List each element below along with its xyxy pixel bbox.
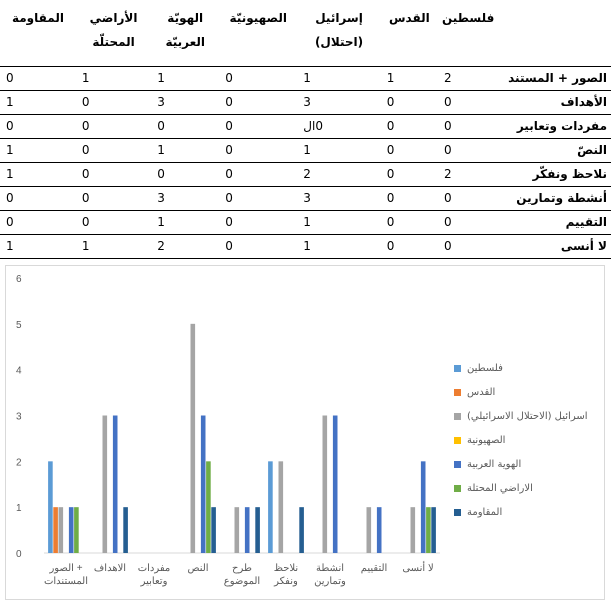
- table-cell: 0: [0, 187, 76, 211]
- bar: [103, 416, 108, 554]
- table-cell: 2: [438, 67, 498, 91]
- x-tick-label: [402, 561, 433, 574]
- bar: [279, 461, 284, 553]
- x-tick-label-line: نلاحظ: [273, 563, 299, 574]
- table-header-row: [0, 0, 611, 67]
- bar: [48, 461, 53, 553]
- legend-label: فلسطين: [467, 362, 503, 374]
- bar: [323, 416, 328, 554]
- table-cell: 0: [219, 211, 297, 235]
- table-cell: 0: [151, 163, 219, 187]
- legend-swatch: [454, 413, 461, 420]
- table-row: [0, 67, 611, 91]
- table-cell: 0: [76, 211, 151, 235]
- table-cell: 3: [151, 91, 219, 115]
- x-tick-label: [314, 563, 346, 587]
- x-tick-label-line: لا أنسى: [402, 563, 434, 574]
- table-cell: 0: [381, 163, 438, 187]
- table-row: [0, 91, 611, 115]
- table-row: [0, 115, 611, 139]
- table-cell: 0: [151, 115, 219, 139]
- bar: [333, 416, 338, 554]
- table-row: [0, 163, 611, 187]
- y-tick-label: 6: [16, 274, 22, 285]
- row-label: التقييم: [498, 211, 611, 235]
- legend-swatch: [454, 509, 461, 516]
- x-tick-label-line: الاهداف: [93, 563, 127, 574]
- x-tick-label: [44, 563, 88, 587]
- table-cell: 0: [438, 235, 498, 259]
- x-tick-label: [273, 563, 298, 587]
- table-cell: 0: [381, 235, 438, 259]
- table-cell: 0: [0, 115, 76, 139]
- table-cell: 2: [438, 163, 498, 187]
- column-header: الأراضي المحتلّة: [89, 11, 138, 49]
- bar: [377, 507, 382, 553]
- table-cell: 0: [438, 139, 498, 163]
- table-cell: 3: [297, 187, 380, 211]
- x-tick-label-line: انشطة: [315, 563, 345, 574]
- column-header: إسرائيل (احتلال): [314, 11, 364, 49]
- legend-label: المقاومة: [467, 506, 503, 518]
- bar: [426, 507, 431, 553]
- bar: [113, 416, 118, 554]
- table-cell: 0: [219, 67, 297, 91]
- table-cell: 0: [219, 187, 297, 211]
- legend-swatch: [454, 389, 461, 396]
- table-cell: 1: [76, 67, 151, 91]
- legend-item: [454, 356, 604, 380]
- table-row: [0, 211, 611, 235]
- column-header: المقاومة: [11, 11, 64, 25]
- y-tick-label: 5: [16, 319, 22, 331]
- x-tick-label: [138, 563, 171, 587]
- column-header: الصهيونيّة: [229, 11, 287, 25]
- table-cell: 1: [381, 67, 438, 91]
- legend-swatch: [454, 461, 461, 468]
- table-cell: 0: [219, 115, 297, 139]
- column-header: الهويّة العربيّة: [165, 11, 205, 49]
- table-cell: 0: [0, 67, 76, 91]
- table-cell: 0: [219, 139, 297, 163]
- bar: [411, 507, 416, 553]
- table-cell: 0: [438, 211, 498, 235]
- bar: [191, 324, 196, 553]
- table-cell: 0: [381, 211, 438, 235]
- column-header: القدس: [388, 11, 430, 25]
- x-tick-label-line: ونفكر: [274, 576, 298, 587]
- row-label: لا أنسى: [498, 235, 611, 259]
- table-cell: 0: [76, 139, 151, 163]
- data-table: [0, 0, 611, 264]
- table-cell: 1: [297, 139, 380, 163]
- y-tick-label: 0: [16, 549, 22, 560]
- table-cell: 1: [0, 139, 76, 163]
- table-cell: 1: [297, 211, 380, 235]
- chart-legend: [454, 356, 604, 524]
- row-label: نلاحظ ونفكّر: [498, 163, 611, 187]
- x-tick-label-line: النص: [187, 563, 209, 574]
- x-tick-label: [187, 563, 208, 574]
- table-cell: 0: [381, 187, 438, 211]
- table-cell: 0: [76, 187, 151, 211]
- table-cell: 0: [438, 187, 498, 211]
- table-cell: 1: [0, 91, 76, 115]
- legend-swatch: [454, 437, 461, 444]
- legend-label: الهوية العربية: [467, 458, 522, 470]
- column-header: فلسطين: [441, 11, 495, 25]
- bar: [431, 507, 436, 553]
- bar: [59, 507, 64, 553]
- x-tick-label: [94, 563, 126, 574]
- table-cell: 0: [219, 163, 297, 187]
- bar: [201, 416, 206, 554]
- table-cell: 0: [0, 211, 76, 235]
- table-cell: 3: [297, 91, 380, 115]
- bar: [367, 507, 372, 553]
- table-cell: 2: [297, 163, 380, 187]
- bar: [74, 507, 79, 553]
- legend-swatch: [454, 485, 461, 492]
- table-cell: 1: [151, 139, 219, 163]
- bar: [255, 507, 260, 553]
- legend-label: الاراضي المحتلة: [467, 482, 533, 494]
- x-tick-label-line: الموضوع: [223, 576, 261, 587]
- bar: [299, 507, 304, 553]
- x-tick-label-line: طرح: [232, 563, 252, 574]
- legend-label: القدس: [467, 386, 496, 398]
- x-tick-label: [224, 563, 260, 587]
- x-tick-label-line: المستندات: [43, 576, 89, 587]
- table-cell: 0: [76, 163, 151, 187]
- table-cell: 1: [151, 67, 219, 91]
- y-tick-label: 2: [16, 457, 22, 469]
- table-row: [0, 235, 611, 259]
- x-tick-label-line: التقييم: [360, 563, 388, 574]
- y-tick-label: 4: [16, 365, 22, 377]
- table-cell: 0: [76, 115, 151, 139]
- table-cell: 0: [381, 139, 438, 163]
- bar: [69, 507, 74, 553]
- table-cell: 1: [0, 163, 76, 187]
- legend-item: [454, 452, 604, 476]
- x-tick-label: [361, 563, 388, 574]
- table-cell: 0ال: [297, 115, 380, 139]
- legend-item: [454, 428, 604, 452]
- row-label: الأهداف: [498, 91, 611, 115]
- table-cell: 3: [151, 187, 219, 211]
- table-cell: 0: [381, 115, 438, 139]
- legend-swatch: [454, 365, 461, 372]
- bar: [235, 507, 240, 553]
- y-tick-label: 1: [16, 503, 22, 515]
- x-tick-label-line: وتمارين: [314, 576, 346, 587]
- bar: [123, 507, 128, 553]
- row-label: الصور + المستند: [498, 67, 611, 91]
- table-cell: 0: [76, 91, 151, 115]
- table-row: [0, 187, 611, 211]
- legend-label: الصهيونية: [467, 434, 506, 446]
- table-cell: 1: [76, 235, 151, 259]
- bar: [211, 507, 216, 553]
- table-cell: 2: [151, 235, 219, 259]
- row-label: أنشطة وتمارين: [498, 187, 611, 211]
- table-cell: 1: [297, 67, 380, 91]
- table: [0, 0, 611, 259]
- row-label: النصّ: [498, 139, 611, 163]
- bar: [53, 507, 58, 553]
- legend-item: [454, 404, 604, 428]
- corner-cell: [498, 0, 611, 67]
- table-cell: 0: [438, 91, 498, 115]
- table-cell: 1: [297, 235, 380, 259]
- bar: [421, 461, 426, 553]
- table-cell: 0: [381, 91, 438, 115]
- bar: [206, 461, 211, 553]
- table-cell: 0: [438, 115, 498, 139]
- table-cell: 1: [0, 235, 76, 259]
- x-tick-label-line: وتعابير: [140, 576, 168, 587]
- table-cell: 0: [219, 91, 297, 115]
- legend-item: [454, 380, 604, 404]
- bar: [268, 461, 273, 553]
- table-cell: 0: [219, 235, 297, 259]
- x-tick-label-line: مفردات: [137, 563, 171, 574]
- bar-chart: [5, 265, 605, 600]
- table-cell: 1: [151, 211, 219, 235]
- y-tick-label: 3: [16, 411, 22, 423]
- legend-label: اسرائيل (الاحتلال الاسرائيلي): [467, 410, 588, 422]
- bar: [245, 507, 250, 553]
- row-label: مفردات وتعابير: [498, 115, 611, 139]
- legend-item: [454, 476, 604, 500]
- legend-item: [454, 500, 604, 524]
- x-tick-label-line: الصور +: [49, 563, 83, 574]
- table-row: [0, 139, 611, 163]
